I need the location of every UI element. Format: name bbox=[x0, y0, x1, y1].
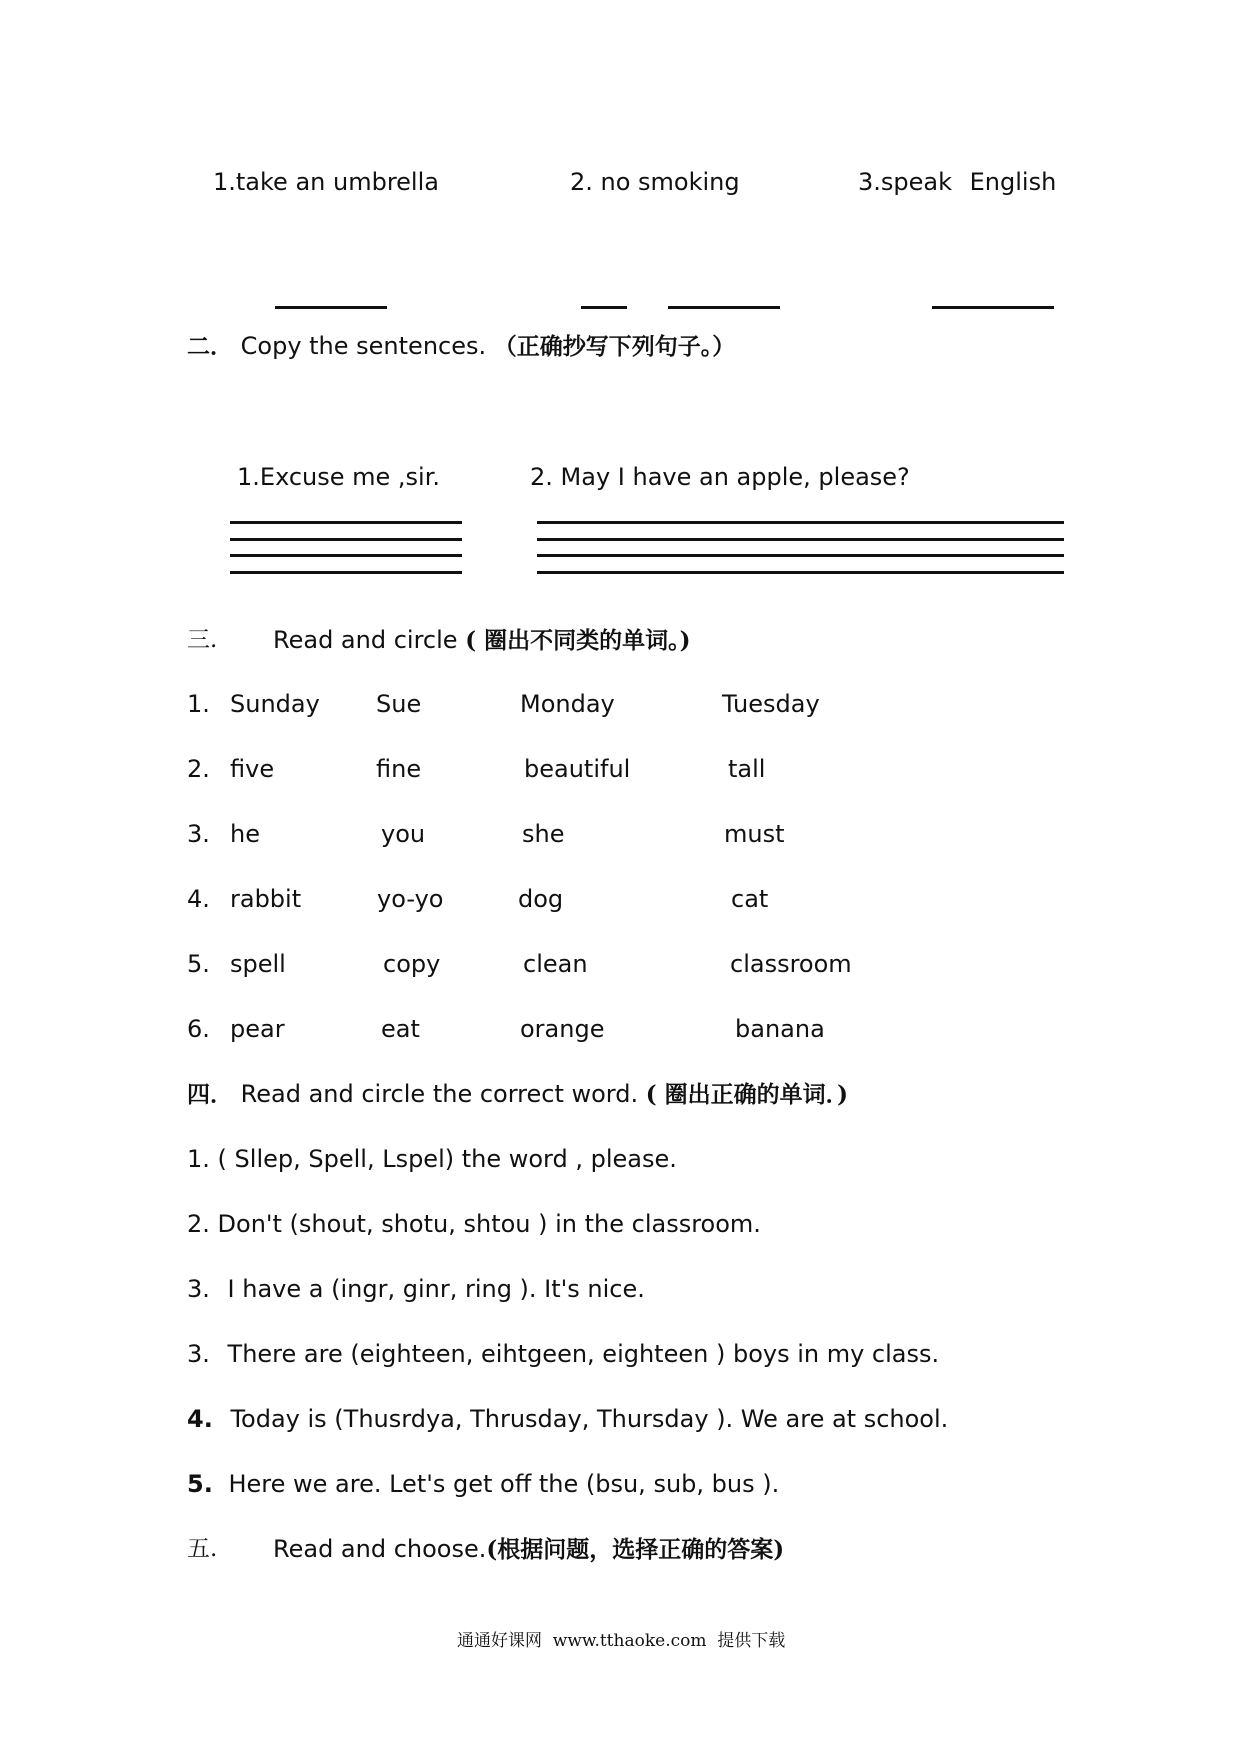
correct-word-item bbox=[187, 1339, 939, 1369]
row-number: 2. bbox=[187, 755, 210, 783]
writing-line bbox=[537, 554, 1064, 557]
word-option: spell bbox=[230, 950, 286, 978]
word-option: cat bbox=[731, 885, 769, 913]
copy-sentence-2: 2. May I have an apple, please? bbox=[530, 463, 910, 491]
word-option: orange bbox=[520, 1015, 605, 1043]
phrase-take-umbrella: 1.take an umbrella bbox=[213, 168, 439, 196]
section3-marker: 三. bbox=[187, 627, 218, 653]
writing-line bbox=[230, 521, 462, 524]
section5-heading bbox=[273, 1534, 784, 1565]
item-number: 2. bbox=[187, 1210, 210, 1238]
row-number: 4. bbox=[187, 885, 210, 913]
word-option: tall bbox=[728, 755, 766, 783]
section5-title: Read and choose. bbox=[273, 1535, 487, 1563]
item-text: ( Sllep, Spell, Lspel) the word , please. bbox=[217, 1145, 677, 1173]
answer-blank-1 bbox=[275, 306, 387, 309]
writing-line bbox=[230, 538, 462, 541]
item-number: 3. bbox=[187, 1340, 210, 1368]
writing-line bbox=[230, 571, 462, 574]
word-option: beautiful bbox=[524, 755, 631, 783]
word-option: yo-yo bbox=[377, 885, 444, 913]
section2-marker: 二． bbox=[187, 333, 233, 360]
word-option: dog bbox=[518, 885, 564, 913]
row-number: 1. bbox=[187, 690, 210, 718]
word-option: banana bbox=[735, 1015, 825, 1043]
item-number: 4. bbox=[187, 1405, 213, 1433]
writing-line bbox=[537, 538, 1064, 541]
word-option: she bbox=[522, 820, 565, 848]
section5-marker: 五. bbox=[187, 1536, 218, 1562]
section5-title-cn: (根据问题，选择正确的答案) bbox=[486, 1536, 785, 1563]
answer-blank-2a bbox=[581, 306, 627, 309]
writing-line bbox=[537, 521, 1064, 524]
item-text: There are (eighteen, eihtgeen, eighteen ) boys in my class. bbox=[227, 1340, 940, 1368]
row-number: 5. bbox=[187, 950, 210, 978]
word-option: classroom bbox=[730, 950, 852, 978]
word-option: clean bbox=[523, 950, 588, 978]
section4-title-cn: ( 圈出正确的单词．) bbox=[645, 1081, 849, 1108]
section2-title-cn: （正确抄写下列句子。） bbox=[493, 333, 736, 360]
word-option: Tuesday bbox=[722, 690, 820, 718]
section4-marker: 四． bbox=[187, 1081, 233, 1108]
section2-title: Copy the sentences. bbox=[240, 332, 487, 360]
item-text: Here we are. Let's get off the (bsu, sub, bus ). bbox=[228, 1470, 780, 1498]
copy-sentence-1: 1.Excuse me ,sir. bbox=[237, 463, 441, 491]
answer-blank-3 bbox=[932, 306, 1054, 309]
word-option: he bbox=[230, 820, 260, 848]
correct-word-item bbox=[187, 1209, 761, 1239]
writing-line bbox=[537, 571, 1064, 574]
correct-word-item bbox=[187, 1144, 677, 1174]
word-option: rabbit bbox=[230, 885, 302, 913]
item-text: I have a (ingr, ginr, ring ). It's nice. bbox=[227, 1275, 645, 1303]
word-option: five bbox=[230, 755, 275, 783]
section3-heading bbox=[273, 625, 690, 656]
answer-blank-2b bbox=[668, 306, 780, 309]
word-option: must bbox=[724, 820, 785, 848]
page-footer: 通通好课网 www.tthaoke.com 提供下载 bbox=[457, 1631, 786, 1651]
section4-title: Read and circle the correct word. bbox=[240, 1080, 639, 1108]
section3-title: Read and circle bbox=[273, 626, 458, 654]
row-number: 3. bbox=[187, 820, 210, 848]
word-option: Sue bbox=[376, 690, 422, 718]
word-option: eat bbox=[381, 1015, 420, 1043]
correct-word-item bbox=[187, 1274, 645, 1304]
correct-word-item bbox=[187, 1469, 779, 1499]
phrase-no-smoking: 2. no smoking bbox=[570, 168, 740, 196]
word-option: fine bbox=[376, 755, 422, 783]
word-option: Sunday bbox=[230, 690, 320, 718]
word-option: Monday bbox=[520, 690, 615, 718]
item-number: 3. bbox=[187, 1275, 210, 1303]
word-option: you bbox=[381, 820, 426, 848]
phrase-speak-english: 3.speak English bbox=[858, 168, 1057, 196]
word-option: pear bbox=[230, 1015, 285, 1043]
item-number: 5. bbox=[187, 1470, 213, 1498]
section4-heading bbox=[187, 1079, 848, 1110]
row-number: 6. bbox=[187, 1015, 210, 1043]
writing-line bbox=[230, 554, 462, 557]
item-text: Don't (shout, shotu, shtou ) in the classroom. bbox=[217, 1210, 761, 1238]
correct-word-item bbox=[187, 1404, 948, 1434]
word-option: copy bbox=[383, 950, 441, 978]
item-text: Today is (Thusrdya, Thrusday, Thursday ). We are at school. bbox=[230, 1405, 949, 1433]
item-number: 1. bbox=[187, 1145, 210, 1173]
section2-heading bbox=[187, 331, 735, 362]
section3-title-cn: ( 圈出不同类的单词。) bbox=[465, 627, 691, 654]
